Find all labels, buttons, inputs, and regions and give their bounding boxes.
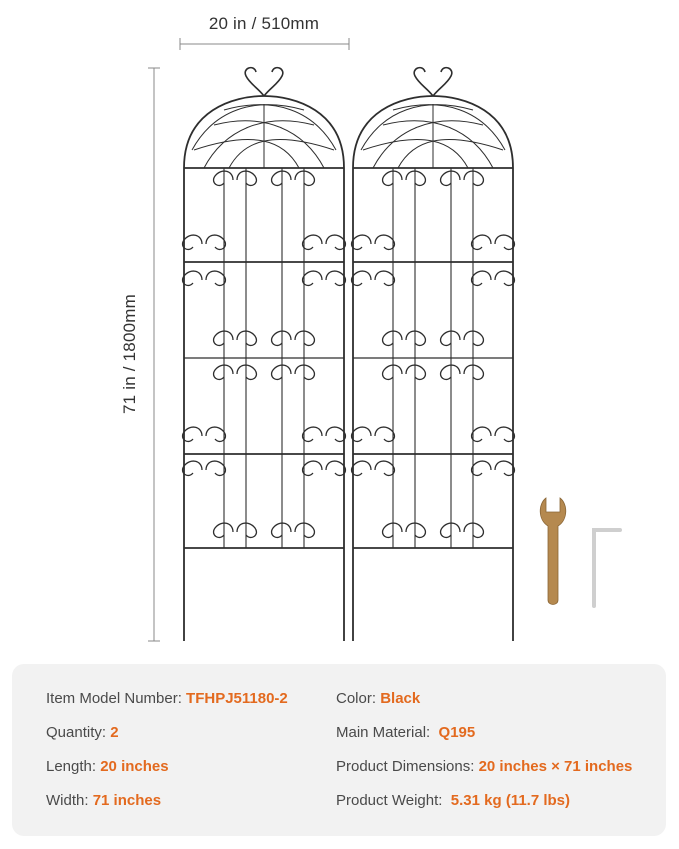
spec-quantity xyxy=(46,724,119,741)
spec-value: 20 inches × 71 inches xyxy=(478,758,633,775)
spec-width xyxy=(46,792,161,809)
trellis-panel-2 xyxy=(352,68,515,641)
height-dimension-line xyxy=(148,68,160,641)
spec-label: Product Weight: xyxy=(336,792,447,809)
spec-value: Black xyxy=(380,690,421,707)
spec-value: 2 xyxy=(110,724,119,741)
spec-value: TFHPJ51180-2 xyxy=(186,690,288,707)
spec-card xyxy=(12,664,666,836)
spec-color xyxy=(336,690,420,707)
spec-label: Main Material: xyxy=(336,724,435,741)
hex-key-icon xyxy=(594,530,620,606)
height-dimension-text: 71 in / 1800mm xyxy=(120,294,139,414)
spec-label: Item Model Number: xyxy=(46,690,187,707)
spec-value: Q195 xyxy=(434,724,476,741)
spec-product-dimensions xyxy=(336,758,632,775)
spec-value: 20 inches xyxy=(100,758,169,775)
spec-value: 71 inches xyxy=(92,792,162,809)
spec-label: Quantity: xyxy=(46,724,111,741)
width-dimension-line xyxy=(180,38,349,50)
spec-main-material xyxy=(336,724,475,741)
spec-product-weight xyxy=(336,792,570,809)
spec-value: 5.31 kg (11.7 lbs) xyxy=(446,792,571,809)
trellis-panel-1 xyxy=(183,68,346,641)
spec-label: Width: xyxy=(46,792,93,809)
width-dimension-label: 20 in / 510mm xyxy=(208,14,320,33)
spec-label: Product Dimensions: xyxy=(336,758,479,775)
spec-label: Length: xyxy=(46,758,101,775)
wrench-icon xyxy=(540,498,566,605)
spec-item-model-number xyxy=(46,690,288,707)
spec-length xyxy=(46,758,169,775)
spec-label: Color: xyxy=(336,690,381,707)
